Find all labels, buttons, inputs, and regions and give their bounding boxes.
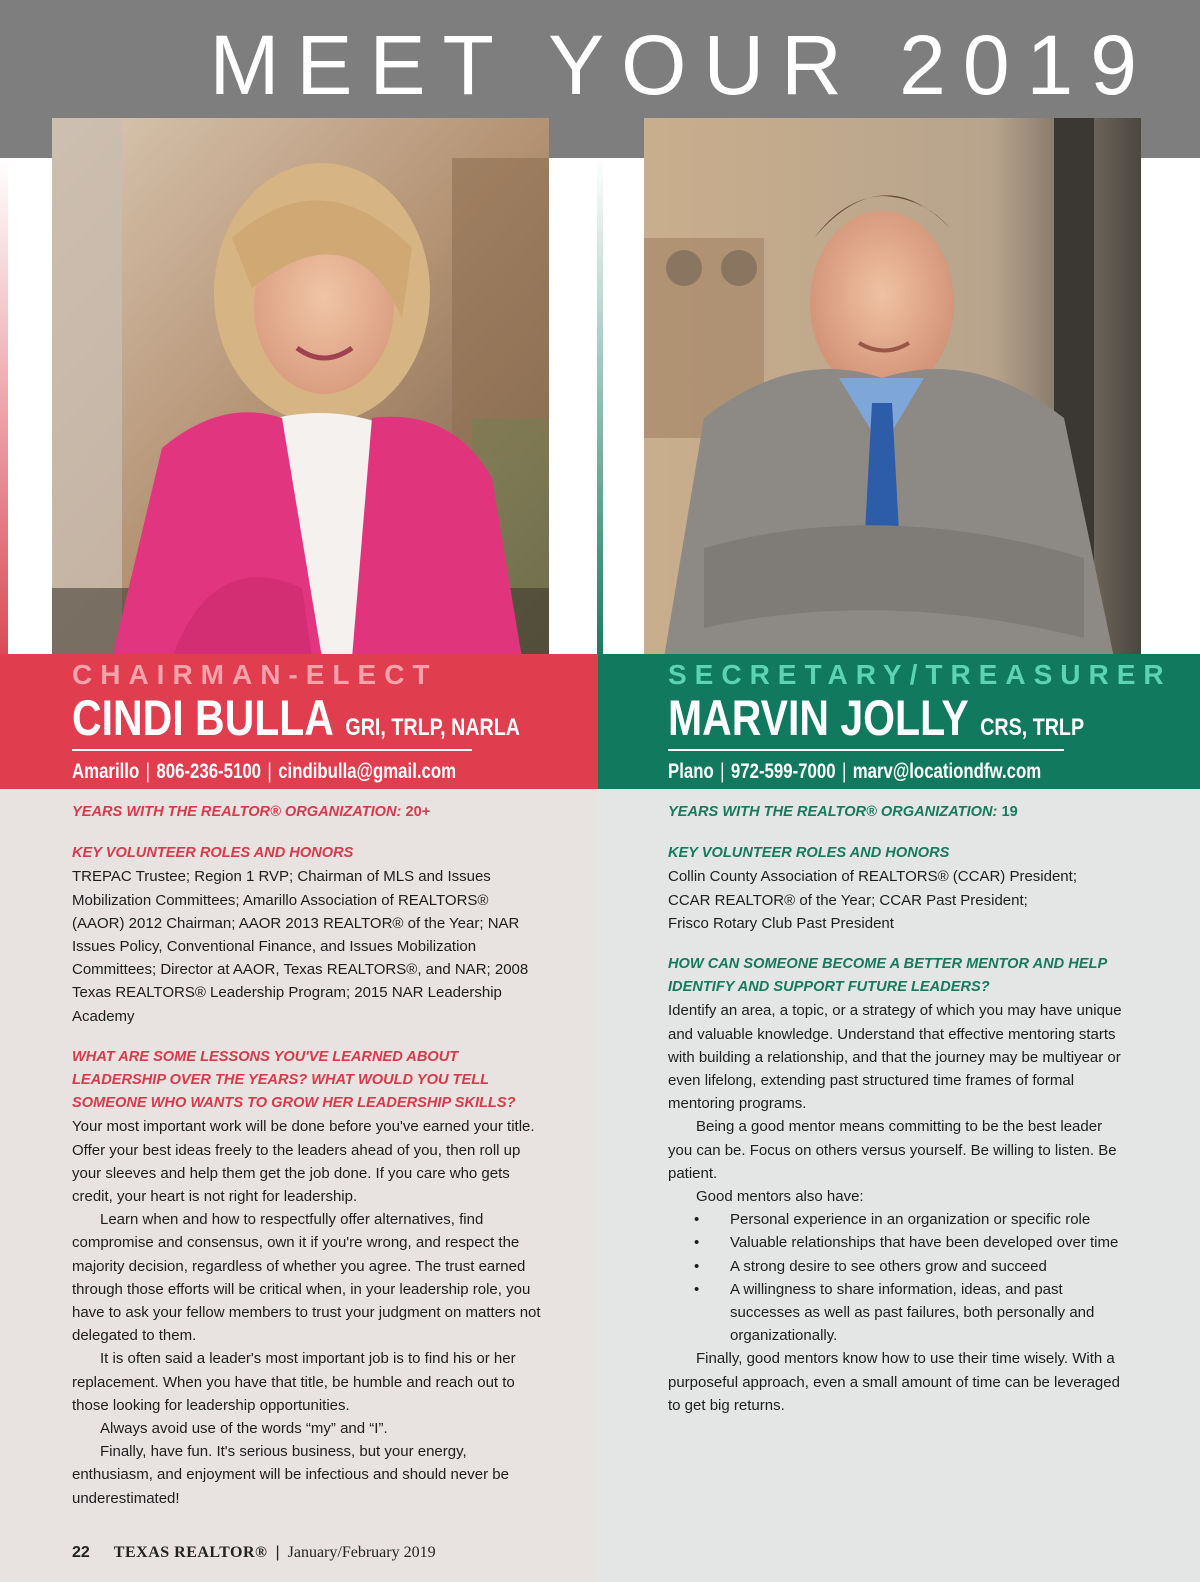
roles-line: Frisco Rotary Club Past President bbox=[668, 914, 894, 932]
roles-text: TREPAC Trustee; Region 1 RVP; Chairman of MLS and Issues Mobilization Committees; Amarillo Association of REALTORS® (AAOR) 2012 Chairman; AAOR 2013 REALTOR® of the Year; NAR Issues Policy, Conventional Finance, and Issues Mobilization Committees; Director at AAOR, Texas REALTORS®, and NAR; 2008 Texas REALTORS® Leadership Program; 2015 NAR Leadership Academy bbox=[72, 868, 529, 1025]
page-title: MEET YOUR 2019 bbox=[209, 18, 1154, 112]
middle-accent-gradient bbox=[597, 158, 603, 658]
credentials: GRI, TRLP, NARLA bbox=[345, 714, 520, 741]
header-band-extension bbox=[549, 133, 644, 158]
roles-block bbox=[72, 842, 542, 1028]
question-heading: WHAT ARE SOME LESSONS YOU'VE LEARNED ABOUT LEADERSHIP OVER THE YEARS? WHAT WOULD YOU TELL SOMEONE WHO WANTS TO GROW HER LEADERSHIP SKILLS? bbox=[72, 1048, 516, 1112]
phone-number: 972-599-7000 bbox=[730, 760, 836, 783]
roles-block bbox=[668, 842, 1128, 935]
name-banner-cindi-bulla bbox=[0, 654, 598, 789]
answer-paragraph: Always avoid use of the words “my” and “I”. bbox=[100, 1420, 388, 1438]
issue-date: January/February 2019 bbox=[287, 1544, 436, 1561]
portrait-photo-cindi-bulla bbox=[52, 118, 549, 658]
email-link[interactable]: cindibulla@gmail.com bbox=[278, 760, 457, 783]
email-link[interactable]: marv@locationdfw.com bbox=[852, 760, 1042, 783]
separator: | bbox=[841, 760, 847, 783]
answer-paragraph: Finally, have fun. It's serious business, but your energy, enthusiasm, and enjoyment will be infectious and should never be underestimated! bbox=[72, 1443, 509, 1507]
roles-line: Collin County Association of REALTORS® (CCAR) President; bbox=[668, 868, 1077, 886]
separator: | bbox=[275, 1544, 280, 1561]
years-block bbox=[668, 800, 1128, 824]
credentials: CRS, TRLP bbox=[980, 714, 1085, 741]
person-name-text: MARVIN JOLLY bbox=[668, 690, 969, 746]
header-band-extension bbox=[1141, 133, 1200, 158]
list-item: • A willingness to share information, ideas, and past successes as well as past failures, both personally and organizationally. bbox=[668, 1278, 1128, 1348]
bio-content-cindi-bulla bbox=[72, 800, 542, 1528]
contact-line bbox=[668, 759, 1041, 785]
phone-number: 806-236-5100 bbox=[156, 760, 262, 783]
separator: | bbox=[267, 760, 272, 783]
left-accent-gradient bbox=[0, 158, 8, 658]
roles-heading: KEY VOLUNTEER ROLES AND HONORS bbox=[72, 845, 354, 862]
separator: | bbox=[145, 760, 150, 783]
answer-paragraph: Your most important work will be done before you've earned your title. Offer your best ideas freely to the leaders ahead of you, then roll up your sleeves and help them get the job done. If you care who gets credit, your heart is not right for leadership. bbox=[72, 1118, 535, 1206]
answer-paragraph: Learn when and how to respectfully offer alternatives, find compromise and consensus, own it if you're wrong, and respect the majority decision, regardless of whether you agree. The trust earned through those efforts will be critical when, in your leadership role, you have to ask your fellow members to trust your judgment on matters not delegated to them. bbox=[72, 1211, 541, 1345]
list-item: • A strong desire to see others grow and succeed bbox=[668, 1255, 1128, 1278]
person-name bbox=[668, 690, 1084, 756]
divider bbox=[668, 749, 1064, 751]
question-block bbox=[668, 953, 1128, 1417]
contact-line bbox=[72, 759, 456, 785]
years-label: YEARS WITH THE REALTOR® ORGANIZATION: bbox=[72, 804, 402, 820]
page-footer bbox=[72, 1542, 436, 1564]
answer-paragraph: Being a good mentor means committing to be the best leader you can be. Focus on others versus yourself. Be willing to listen. Be patient. bbox=[668, 1118, 1117, 1182]
person-name-text: CINDI BULLA bbox=[72, 690, 334, 746]
answer-paragraph: Good mentors also have: bbox=[696, 1188, 864, 1206]
list-item: • Personal experience in an organization or specific role bbox=[668, 1208, 1128, 1231]
bio-content-marvin-jolly bbox=[668, 800, 1128, 1435]
header-band bbox=[0, 0, 1200, 133]
divider bbox=[72, 749, 472, 751]
question-heading: HOW CAN SOMEONE BECOME A BETTER MENTOR AND HELP IDENTIFY AND SUPPORT FUTURE LEADERS? bbox=[668, 956, 1107, 996]
answer-paragraph: Finally, good mentors know how to use their time wisely. With a purposeful approach, even a small amount of time can be leveraged to get big returns. bbox=[668, 1350, 1120, 1414]
person-name bbox=[72, 690, 520, 756]
page-number: 22 bbox=[72, 1544, 90, 1561]
name-banner-marvin-jolly bbox=[598, 654, 1200, 789]
roles-line: CCAR REALTOR® of the Year; CCAR Past President; bbox=[668, 891, 1028, 909]
magazine-name: TEXAS REALTOR® bbox=[113, 1544, 268, 1561]
question-block bbox=[72, 1046, 542, 1510]
mentor-traits-list bbox=[668, 1208, 1128, 1347]
roles-heading: KEY VOLUNTEER ROLES AND HONORS bbox=[668, 845, 950, 862]
city: Amarillo bbox=[72, 760, 140, 783]
separator: | bbox=[720, 760, 725, 783]
answer-paragraph: It is often said a leader's most important job is to find his or her replacement. When you have that title, be humble and reach out to those looking for leadership opportunities. bbox=[72, 1350, 516, 1414]
role-title: CHAIRMAN-ELECT bbox=[72, 659, 438, 690]
years-value: 19 bbox=[1001, 804, 1018, 820]
years-label: YEARS WITH THE REALTOR® ORGANIZATION: bbox=[668, 804, 998, 820]
header-band-extension bbox=[0, 133, 52, 158]
role-title: SECRETARY/TREASURER bbox=[668, 659, 1172, 690]
years-value: 20+ bbox=[405, 804, 431, 820]
portrait-photo-marvin-jolly bbox=[644, 118, 1141, 658]
years-block bbox=[72, 800, 542, 824]
city: Plano bbox=[668, 760, 714, 783]
list-item: • Valuable relationships that have been developed over time bbox=[668, 1231, 1128, 1254]
answer-paragraph: Identify an area, a topic, or a strategy of which you may have unique and valuable knowledge. Understand that effective mentoring starts with building a relationship, and that the journey may be multiyear or even lifelong, extending past structured time frames of formal mentoring programs. bbox=[668, 1002, 1122, 1113]
